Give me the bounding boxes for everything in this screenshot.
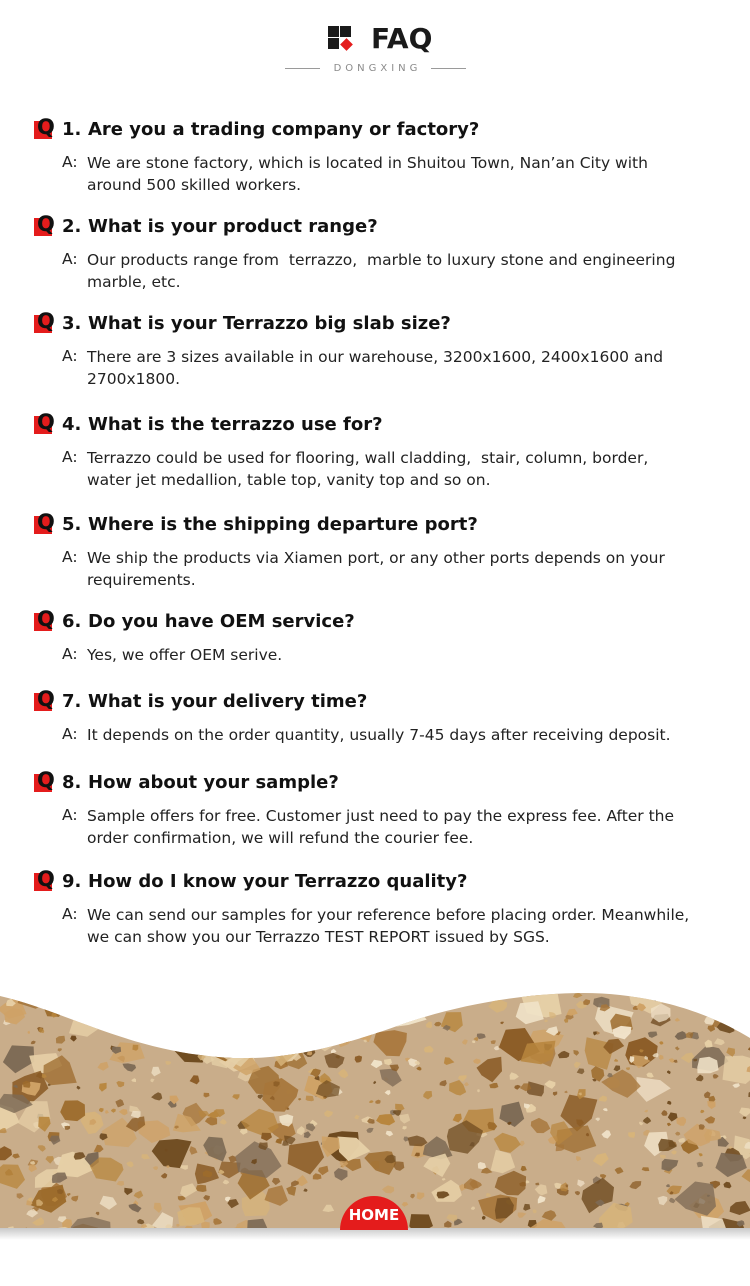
q-badge-icon	[32, 210, 62, 240]
question-text: What is your Terrazzo big slab size?	[88, 313, 451, 334]
q-badge-icon	[32, 685, 62, 715]
answer-prefix: A:	[62, 250, 78, 268]
question-text: Are you a trading company or factory?	[88, 119, 479, 140]
question-number: 4.	[62, 414, 81, 435]
question-number: 5.	[62, 514, 81, 535]
answer-prefix: A:	[62, 645, 78, 663]
terrazzo-banner	[0, 990, 750, 1282]
answer-text	[87, 805, 697, 849]
question-text: What is the terrazzo use for?	[88, 414, 383, 435]
question-text: Where is the shipping departure port?	[88, 514, 478, 535]
page-title: FAQ	[371, 22, 432, 55]
svg-text:Q: Q	[37, 510, 55, 534]
question-text: Do you have OEM service?	[88, 611, 355, 632]
answer-line: 2700x1800.	[87, 368, 697, 390]
answer-prefix: A:	[62, 725, 78, 743]
answer-prefix: A:	[62, 905, 78, 923]
answer-line: marble, etc.	[87, 271, 697, 293]
answer-text	[87, 249, 697, 293]
question-row	[32, 869, 732, 899]
question-row	[32, 412, 732, 442]
question-row	[32, 311, 732, 341]
question-number: 6.	[62, 611, 81, 632]
question-text: What is your delivery time?	[88, 691, 367, 712]
svg-text:Q: Q	[37, 607, 55, 631]
svg-text:Q: Q	[37, 867, 55, 891]
brand-name: DONGXING	[320, 63, 432, 74]
answer-prefix: A:	[62, 806, 78, 824]
svg-text:Q: Q	[37, 212, 55, 236]
dongxing-logo-icon	[328, 26, 354, 52]
svg-text:Q: Q	[37, 410, 55, 434]
answer-prefix: A:	[62, 448, 78, 466]
question-text: What is your product range?	[88, 216, 378, 237]
answer-prefix: A:	[62, 153, 78, 171]
answer-line: Yes, we offer OEM serive.	[87, 644, 697, 666]
svg-text:Q: Q	[37, 687, 55, 711]
question-row	[32, 117, 732, 147]
terrazzo-texture-image	[0, 990, 750, 1282]
answer-line: around 500 skilled workers.	[87, 174, 697, 196]
question-number: 3.	[62, 313, 81, 334]
question-row	[32, 214, 732, 244]
answer-line: We can send our samples for your reference before placing order. Meanwhile,	[87, 904, 697, 926]
answer-prefix: A:	[62, 548, 78, 566]
answer-line: There are 3 sizes available in our warehouse, 3200x1600, 2400x1600 and	[87, 346, 697, 368]
brand-subtitle	[285, 61, 466, 75]
q-badge-icon	[32, 508, 62, 538]
answer-line: Our products range from terrazzo, marble to luxury stone and engineering	[87, 249, 697, 271]
svg-text:Q: Q	[37, 768, 55, 792]
answer-line: order confirmation, we will refund the courier fee.	[87, 827, 697, 849]
answer-line: water jet medallion, table top, vanity top and so on.	[87, 469, 697, 491]
answer-text	[87, 346, 697, 390]
answer-line: requirements.	[87, 569, 697, 591]
question-number: 7.	[62, 691, 81, 712]
q-badge-icon	[32, 766, 62, 796]
answer-text	[87, 644, 697, 666]
q-badge-icon	[32, 113, 62, 143]
answer-text	[87, 547, 697, 591]
question-row	[32, 770, 732, 800]
question-row	[32, 689, 732, 719]
answer-line: It depends on the order quantity, usually 7-45 days after receiving deposit.	[87, 724, 697, 746]
answer-text	[87, 152, 697, 196]
question-number: 2.	[62, 216, 81, 237]
q-badge-icon	[32, 408, 62, 438]
answer-line: We ship the products via Xiamen port, or any other ports depends on your	[87, 547, 697, 569]
divider-right	[431, 68, 466, 69]
q-badge-icon	[32, 307, 62, 337]
answer-text	[87, 447, 697, 491]
question-text: How about your sample?	[88, 772, 339, 793]
answer-text	[87, 904, 697, 948]
answer-line: we can show you our Terrazzo TEST REPORT issued by SGS.	[87, 926, 697, 948]
svg-text:Q: Q	[37, 115, 55, 139]
q-badge-icon	[32, 605, 62, 635]
question-number: 1.	[62, 119, 81, 140]
question-row	[32, 512, 732, 542]
svg-text:Q: Q	[37, 309, 55, 333]
answer-line: Terrazzo could be used for flooring, wall cladding, stair, column, border,	[87, 447, 697, 469]
answer-text	[87, 724, 697, 746]
home-button[interactable]: HOME	[340, 1196, 408, 1230]
question-text: How do I know your Terrazzo quality?	[88, 871, 467, 892]
q-badge-icon	[32, 865, 62, 895]
answer-prefix: A:	[62, 347, 78, 365]
question-number: 8.	[62, 772, 81, 793]
answer-line: We are stone factory, which is located in Shuitou Town, Nan’an City with	[87, 152, 697, 174]
page-header	[0, 0, 750, 90]
question-number: 9.	[62, 871, 81, 892]
divider-left	[285, 68, 320, 69]
question-row	[32, 609, 732, 639]
answer-line: Sample offers for free. Customer just need to pay the express fee. After the	[87, 805, 697, 827]
